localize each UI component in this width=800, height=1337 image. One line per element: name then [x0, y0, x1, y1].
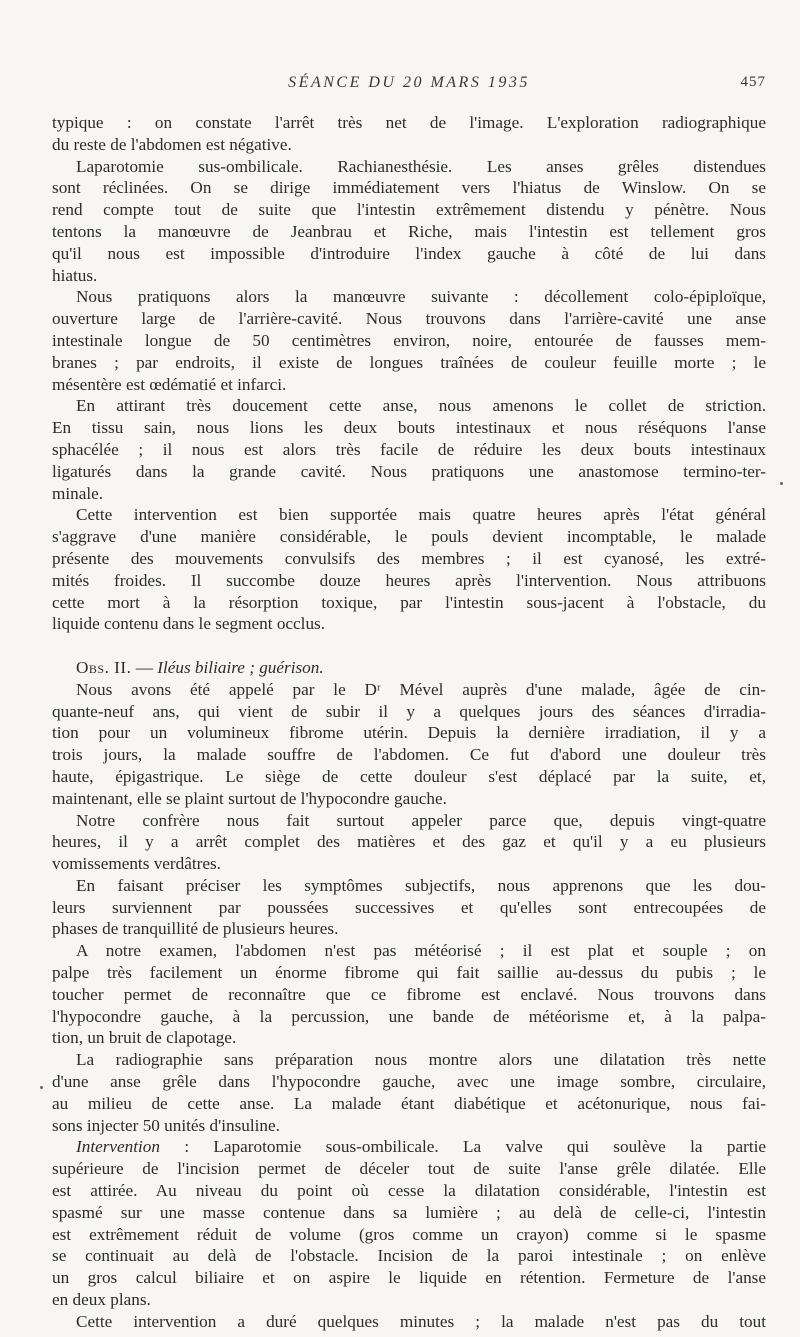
text-line: tion pour un volumineux fibrome utérin. Depuis la dernière irradiation, il y a [52, 723, 766, 743]
text-line: En faisant préciser les symptômes subjectifs, nous apprenons que les dou- [76, 875, 766, 895]
text-line: l'hypocondre gauche, à la percussion, une bande de météorisme et, à la palpa- [52, 1006, 766, 1026]
text-line: Laparotomie sus-ombilicale. Rachianesthésie. Les anses grêles distendues [76, 156, 766, 176]
observation-label: Obs. II. [76, 657, 132, 677]
text-line: toucher permet de reconnaître que ce fibrome est enclavé. Nous trouvons dans [52, 984, 766, 1004]
text-line: tion, un bruit de clapotage. [52, 1028, 237, 1048]
text-line: mésentère est œdématié et infarci. [52, 374, 287, 394]
text-line: se continuait au delà de l'obstacle. Incision de la paroi intestinale ; on enlève [52, 1246, 766, 1266]
text-line: tentons la manœuvre de Jeanbrau et Riche, mais l'intestin est tellement gros [52, 221, 766, 241]
text-line: branes ; par endroits, il existe de longues traînées de couleur feuille morte ; le [52, 352, 766, 372]
text-line: sons injecter 50 unités d'insuline. [52, 1115, 280, 1135]
paper-speck [40, 1086, 43, 1089]
text-line: Intervention : Laparotomie sous-ombilicale. La valve qui soulève la partie [76, 1137, 766, 1157]
text-line: en deux plans. [52, 1290, 151, 1310]
text-line: qu'il nous est impossible d'introduire l'index gauche à côté de lui dans [52, 243, 766, 263]
text-line: est extrêmement réduit de volume (gros comme un crayon) comme si le spasme [52, 1224, 766, 1244]
text-line: Notre confrère nous fait surtout appeler parce que, depuis vingt-quatre [76, 810, 766, 830]
running-title: SÉANCE DU 20 MARS 1935 [288, 74, 530, 91]
observation-title: Iléus biliaire ; guérison. [157, 657, 324, 677]
text-line: rend compte tout de suite que l'intestin extrêmement distendu y pénètre. Nous [52, 200, 766, 220]
body-text [52, 112, 766, 1333]
text-line: sphacélée ; il nous est alors très facile de réduire les deux bouts intestinaux [52, 439, 766, 459]
text-line: haute, épigastrique. Le siège de cette douleur s'est déplacé par la suite, et, [52, 766, 766, 786]
observation-heading [52, 657, 766, 679]
text-line: heures, il y a arrêt complet des matières et des gaz et qu'il y a eu plusieurs [52, 832, 766, 852]
text-line: Nous avons été appelé par le Dʳ Mével auprès d'une malade, âgée de cin- [76, 679, 766, 699]
text-line: est attirée. Au niveau du point où cesse la dilatation considérable, l'intestin est [52, 1181, 766, 1201]
text-line: palpe très facilement un énorme fibrome qui fait saillie au-dessus du pubis ; le [52, 963, 766, 983]
text-line: ligaturés dans la grande cavité. Nous pratiquons une anastomose termino-ter- [52, 461, 766, 481]
page-number: 457 [740, 74, 766, 90]
text-line: supérieure de l'incision permet de déceler tout de suite l'anse grêle dilatée. Elle [52, 1159, 766, 1179]
text-line: sont réclinées. On se dirige immédiatement vers l'hiatus de Winslow. On se [52, 178, 766, 198]
text-line: Nous pratiquons alors la manœuvre suivante : décollement colo-épiploïque, [76, 287, 766, 307]
text-line: quante-neuf ans, qui vient de subir il y a quelques jours des séances d'irradia- [52, 701, 766, 721]
text-line: leurs surviennent par poussées successives et qu'elles sont entrecoupées de [52, 897, 766, 917]
text-line: La radiographie sans préparation nous montre alors une dilatation très nette [76, 1050, 766, 1070]
paper-speck [780, 482, 783, 485]
text-line: En tissu sain, nous lions les deux bouts intestinaux et nous réséquons l'anse [52, 418, 766, 438]
text-line: s'aggrave d'une manière considérable, le pouls devient incomptable, le malade [52, 527, 766, 547]
text-line: typique : on constate l'arrêt très net de l'image. L'exploration radiographique [52, 113, 766, 132]
text-line: un gros calcul biliaire et on aspire le liquide en rétention. Fermeture de l'anse [52, 1268, 766, 1288]
text-line: A notre examen, l'abdomen n'est pas météorisé ; il est plat et souple ; on [76, 941, 766, 961]
text-line: En attirant très doucement cette anse, nous amenons le collet de striction. [76, 396, 766, 416]
text-line: phases de tranquillité de plusieurs heures. [52, 919, 339, 939]
text-line: spasmé sur une masse contenue dans sa lumière ; au delà de celle-ci, l'intestin [52, 1202, 766, 1222]
text-line: trois jours, la malade souffre de l'abdomen. Ce fut d'abord une douleur très [52, 745, 766, 765]
text-line: hiatus. [52, 265, 98, 285]
text-line: Cette intervention a duré quelques minutes ; la malade n'est pas du tout [76, 1311, 766, 1331]
running-head [52, 74, 766, 96]
text-line: mités froides. Il succombe douze heures après l'intervention. Nous attribuons [52, 570, 766, 590]
text-line: au milieu de cette anse. La malade étant diabétique et acétonurique, nous fai- [52, 1093, 766, 1113]
text-line: présente des mouvements convulsifs des membres ; il est cyanosé, les extré- [52, 548, 766, 568]
text-line: liquide contenu dans le segment occlus. [52, 614, 326, 634]
text-line: intestinale longue de 50 centimètres environ, noire, entourée de fausses mem- [52, 330, 766, 350]
text-line: du reste de l'abdomen est négative. [52, 134, 292, 154]
text-line: minale. [52, 483, 104, 503]
text-line: d'une anse grêle dans l'hypocondre gauche, avec une image sombre, circulaire, [52, 1072, 766, 1092]
text-line: Cette intervention est bien supportée mais quatre heures après l'état général [76, 505, 766, 525]
text-line: cette mort à la résorption toxique, par l'intestin sous-jacent à l'obstacle, du [52, 592, 766, 612]
text-line: maintenant, elle se plaint surtout de l'hypocondre gauche. [52, 788, 447, 808]
observation-dash: — [131, 657, 158, 677]
text-line: vomissements verdâtres. [52, 854, 221, 874]
text-line: ouverture large de l'arrière-cavité. Nous trouvons dans l'arrière-cavité une anse [52, 309, 766, 329]
section-gap [52, 635, 766, 657]
